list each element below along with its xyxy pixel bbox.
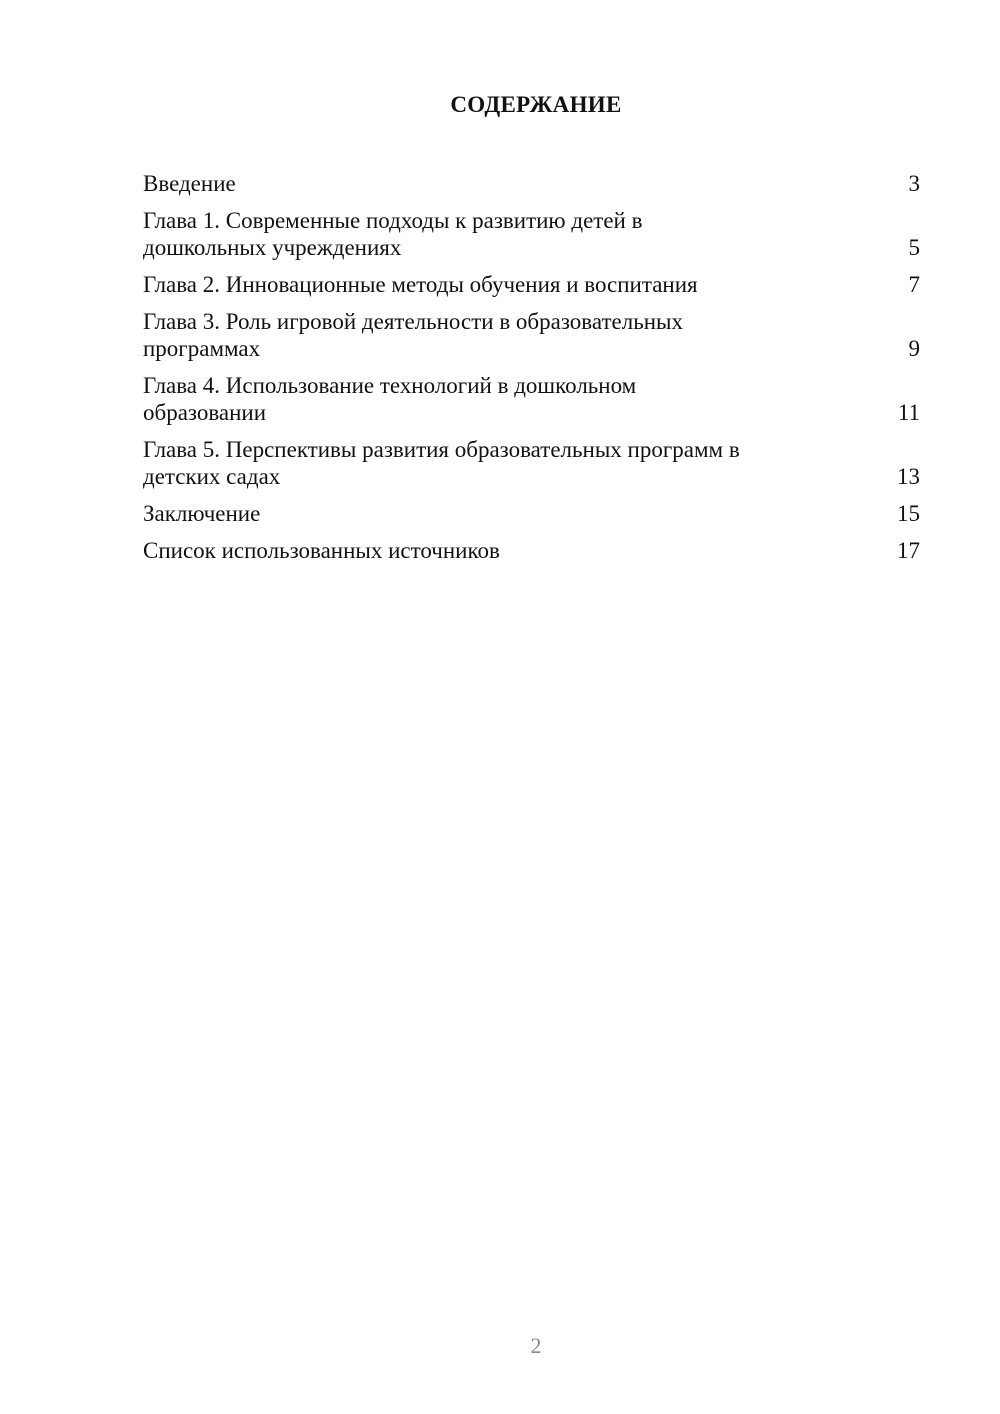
toc-entry-chapter-1[interactable] [143, 207, 920, 261]
toc-entry-chapter-3[interactable] [143, 308, 920, 362]
toc-entry-title: Введение [143, 171, 236, 196]
toc-entry-title: Заключение [143, 501, 261, 526]
toc-entry-references[interactable] [143, 537, 920, 564]
toc-entry-title: Глава 3. Роль игровой деятельности в образовательных программах [143, 309, 683, 361]
toc-entry-page: 15 [897, 501, 920, 526]
table-of-contents [143, 170, 920, 574]
toc-entry-chapter-4[interactable] [143, 372, 920, 426]
toc-entry-page: 17 [897, 538, 920, 563]
toc-entry-page: 3 [908, 171, 920, 196]
toc-entry-title: Глава 5. Перспективы развития образовательных программ в детских садах [143, 437, 740, 489]
toc-entry-page: 13 [897, 464, 920, 489]
toc-entry-page: 11 [897, 400, 920, 425]
toc-entry-title: Глава 4. Использование технологий в дошкольном образовании [143, 373, 637, 425]
toc-entry-page: 5 [908, 235, 920, 260]
toc-entry-conclusion[interactable] [143, 500, 920, 527]
toc-entry-introduction[interactable] [143, 170, 920, 197]
toc-entry-title: Список использованных источников [143, 538, 500, 563]
toc-entry-title: Глава 1. Современные подходы к развитию детей в дошкольных учреждениях [143, 208, 643, 260]
page-number: 2 [530, 1333, 542, 1358]
toc-entry-page: 7 [908, 272, 920, 297]
toc-entry-chapter-2[interactable] [143, 271, 920, 298]
toc-entry-title: Глава 2. Инновационные методы обучения и воспитания [143, 272, 698, 297]
toc-entry-page: 9 [908, 336, 920, 361]
toc-entry-chapter-5[interactable] [143, 436, 920, 490]
page-title: СОДЕРЖАНИЕ [450, 92, 622, 117]
